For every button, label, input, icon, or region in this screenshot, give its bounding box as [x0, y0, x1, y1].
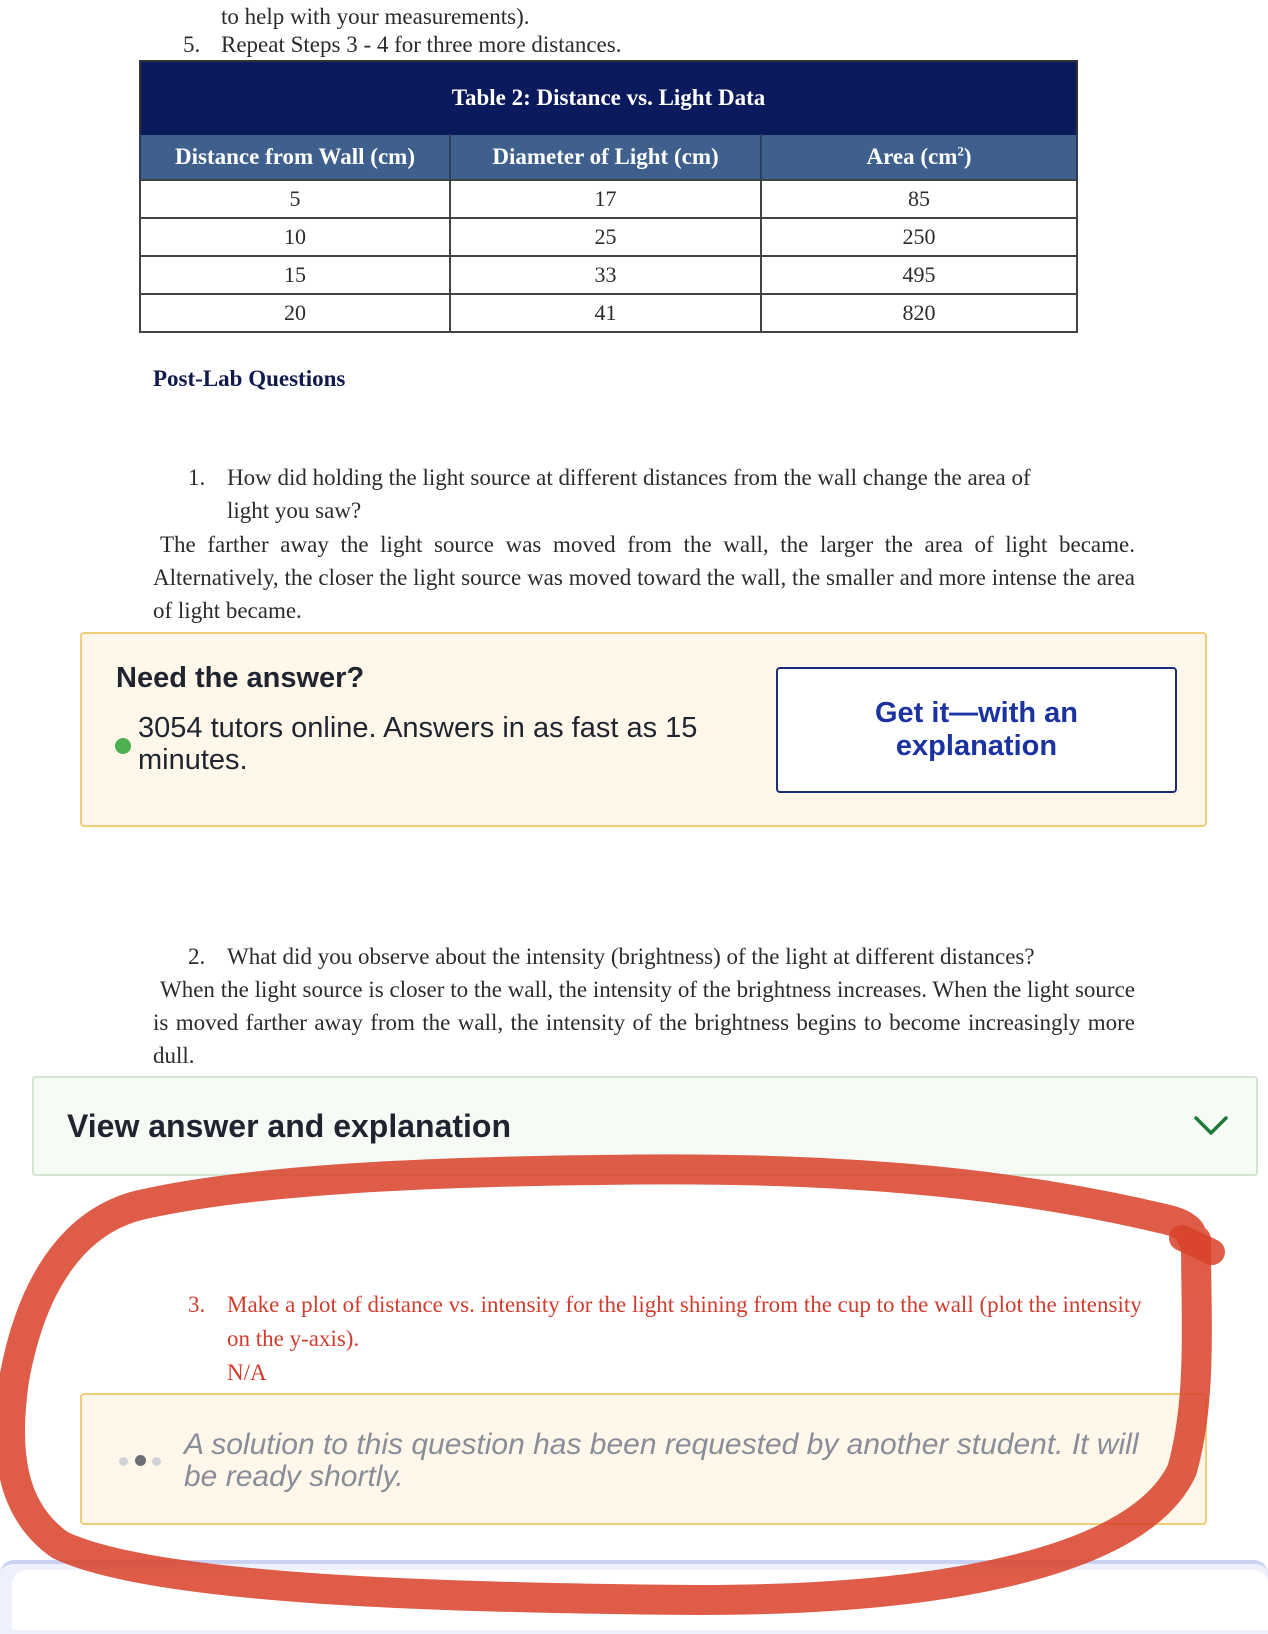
tutor-promo-box — [80, 632, 1207, 827]
q1-question-line-1: How did holding the light source at different distances from the wall change the area of — [227, 465, 1031, 490]
table-cell: 15 — [140, 256, 450, 294]
table-cell: 10 — [140, 218, 450, 256]
step-5-text: Repeat Steps 3 - 4 for three more distances. — [221, 32, 622, 57]
q2-number: 2. — [188, 944, 206, 969]
table-row — [140, 218, 1077, 256]
loading-dot-icon — [152, 1457, 161, 1466]
table-header-area-close: ) — [963, 144, 972, 169]
promo-title: Need the answer? — [116, 662, 365, 694]
table-header-area-exponent: 2 — [957, 143, 964, 159]
pending-solution-box — [80, 1393, 1207, 1525]
q1-question — [227, 461, 1147, 527]
get-answer-button[interactable] — [776, 667, 1177, 793]
get-answer-button-label: Get it—with an explanation — [875, 697, 1078, 762]
accordion-title: View answer and explanation — [67, 1108, 511, 1144]
q1-number: 1. — [188, 465, 206, 490]
table-row — [140, 256, 1077, 294]
table-cell: 5 — [140, 180, 450, 218]
loading-dot-icon — [135, 1455, 146, 1466]
table-cell: 250 — [761, 218, 1077, 256]
q1-answer: The farther away the light source was moved from the wall, the larger the area of light became. Alternatively, the closer the light source was moved toward the wall, the smaller and more intense the area of light became. — [153, 532, 1135, 623]
post-lab-heading: Post-Lab Questions — [153, 366, 346, 391]
table-cell: 820 — [761, 294, 1077, 332]
view-answer-accordion[interactable] — [32, 1076, 1258, 1176]
q3-question: Make a plot of distance vs. intensity for the light shining from the cup to the wall (plot the intensity on the y-axis). — [227, 1292, 1142, 1351]
pending-message: A solution to this question has been requested by another student. It will be ready shortly. — [184, 1428, 1139, 1493]
online-status-icon — [115, 738, 131, 754]
bottom-panel-inner — [12, 1570, 1268, 1630]
table-row — [140, 180, 1077, 218]
table-cell: 85 — [761, 180, 1077, 218]
instruction-continuation: to help with your measurements). — [221, 4, 530, 29]
table-cell: 495 — [761, 256, 1077, 294]
table-cell: 33 — [450, 256, 761, 294]
table-cell: 41 — [450, 294, 761, 332]
q3-number: 3. — [188, 1292, 206, 1317]
table-header-distance: Distance from Wall (cm) — [140, 135, 450, 181]
q2-answer: When the light source is closer to the wall, the intensity of the brightness increases. When the light source is moved farther away from the wall, the intensity of the brightness begins to become increasingly more dull. — [153, 977, 1135, 1068]
table-title: Table 2: Distance vs. Light Data — [140, 61, 1077, 135]
table-header-area-label: Area (cm — [866, 144, 958, 169]
q2-question: What did you observe about the intensity (brightness) of the light at different distances? — [227, 944, 1035, 969]
chevron-down-icon[interactable] — [1193, 1114, 1229, 1138]
loading-dot-icon — [119, 1457, 128, 1466]
table-row — [140, 294, 1077, 332]
q3-answer: N/A — [227, 1360, 267, 1385]
table-cell: 17 — [450, 180, 761, 218]
table-cell: 25 — [450, 218, 761, 256]
step-5-number: 5. — [183, 32, 201, 57]
table-header-area — [761, 135, 1077, 181]
table-header-diameter: Diameter of Light (cm) — [450, 135, 761, 181]
q1-question-line-2: light you saw? — [227, 498, 362, 523]
table-cell: 20 — [140, 294, 450, 332]
promo-subtitle: 3054 tutors online. Answers in as fast as 15 minutes. — [138, 712, 698, 776]
distance-light-table — [139, 60, 1078, 333]
